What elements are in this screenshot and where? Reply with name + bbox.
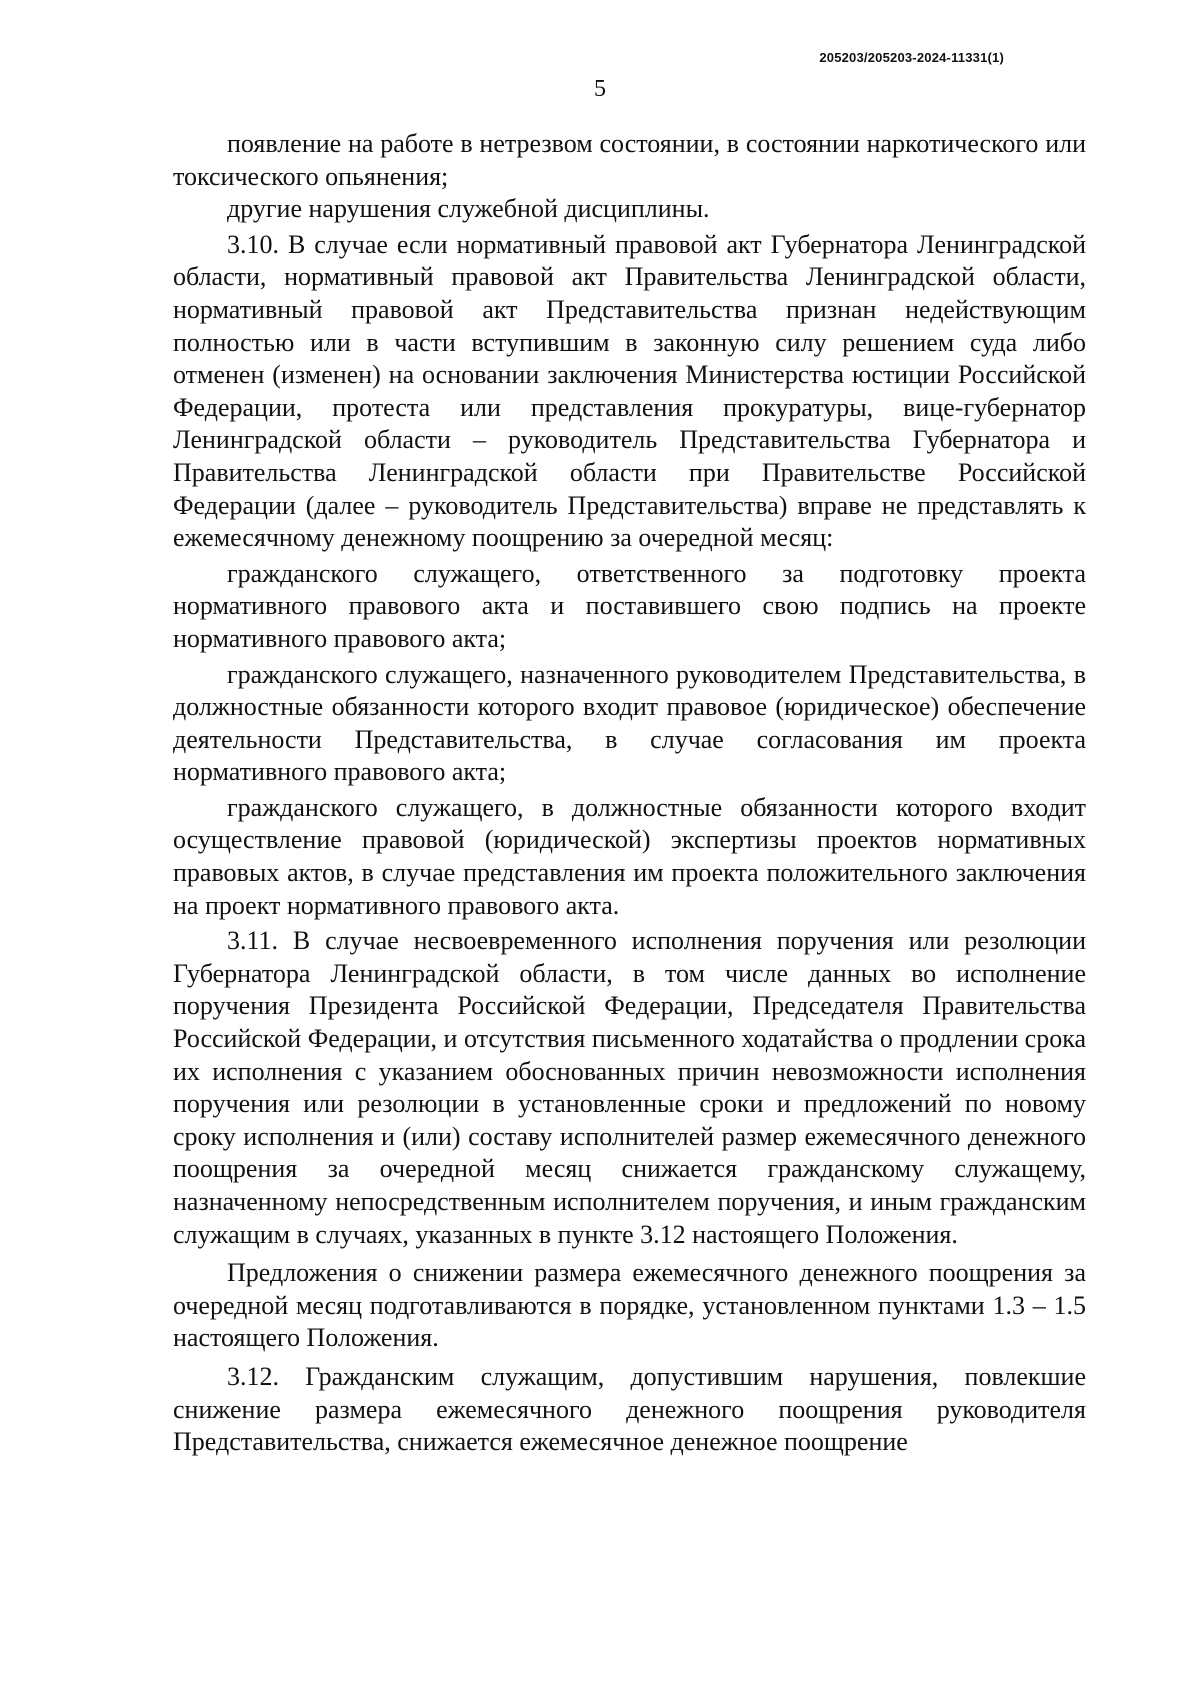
document-registration-number: 205203/205203-2024-11331(1) — [819, 50, 1004, 65]
paragraph-3-10: 3.10. В случае если нормативный правовой акт Губернатора Ленинградской области, нормативный правовой акт Правительства Ленинградской области, нормативный правовой акт Представительства признан недействующим полностью или в части вступившим в законную силу решением суда либо отменен (изменен) на основании заключения Министерства юстиции Российской Федерации, протеста или представления прокуратуры, вице-губернатор Ленинградской области – руководитель Представительства Губернатора и Правительства Ленинградской области при Правительстве Российской Федерации (далее – руководитель Представительства) вправе не представлять к ежемесячному денежному поощрению за очередной месяц: — [173, 229, 1086, 553]
paragraph-other-violations: другие нарушения служебной дисциплины. — [227, 194, 710, 224]
paragraph-responsible-servant: гражданского служащего, ответственного за подготовку проекта нормативного правового акта и поставившего свою подпись на проекте нормативного правового акта; — [173, 558, 1086, 653]
paragraph-3-11: 3.11. В случае несвоевременного исполнения поручения или резолюции Губернатора Ленинградской области, в том числе данных во исполнение поручения Президента Российской Федерации, Председателя Правительства Российской Федерации, и отсутствия письменного ходатайства о продлении срока их исполнения с указанием обоснованных причин невозможности исполнения поручения или резолюции в установленные сроки и предложений по новому сроку исполнения и (или) составу исполнителей размер ежемесячного денежного поощрения за очередной месяц снижается гражданскому служащему, назначенному непосредственным исполнителем поручения, и иным гражданским служащим в случаях, указанных в пункте 3.12 настоящего Положения. — [173, 926, 1086, 1249]
paragraph-proposals: Предложения о снижении размера ежемесячного денежного поощрения за очередной месяц подготавливаются в порядке, установленном пунктами 1.3 – 1.5 настоящего Положения. — [173, 1258, 1086, 1353]
paragraph-legal-support-servant: гражданского служащего, назначенного руководителем Представительства, в должностные обязанности которого входит правовое (юридическое) обеспечение деятельности Представительства, в случае согласования им проекта нормативного правового акта; — [173, 659, 1086, 787]
paragraph-intoxication: появление на работе в нетрезвом состоянии, в состоянии наркотического или токсического опьянения; — [173, 129, 1086, 191]
paragraph-3-12: 3.12. Гражданским служащим, допустившим нарушения, повлекшие снижение размера ежемесячного денежного поощрения руководителя Представительства, снижается ежемесячное денежное поощрение — [173, 1361, 1086, 1457]
paragraph-legal-expertise-servant: гражданского служащего, в должностные обязанности которого входит осуществление правовой (юридической) экспертизы проектов нормативных правовых актов, в случае представления им проекта положительного заключения на проект нормативного правового акта. — [173, 792, 1086, 920]
page-number: 5 — [594, 76, 606, 102]
document-body — [173, 128, 1086, 1459]
